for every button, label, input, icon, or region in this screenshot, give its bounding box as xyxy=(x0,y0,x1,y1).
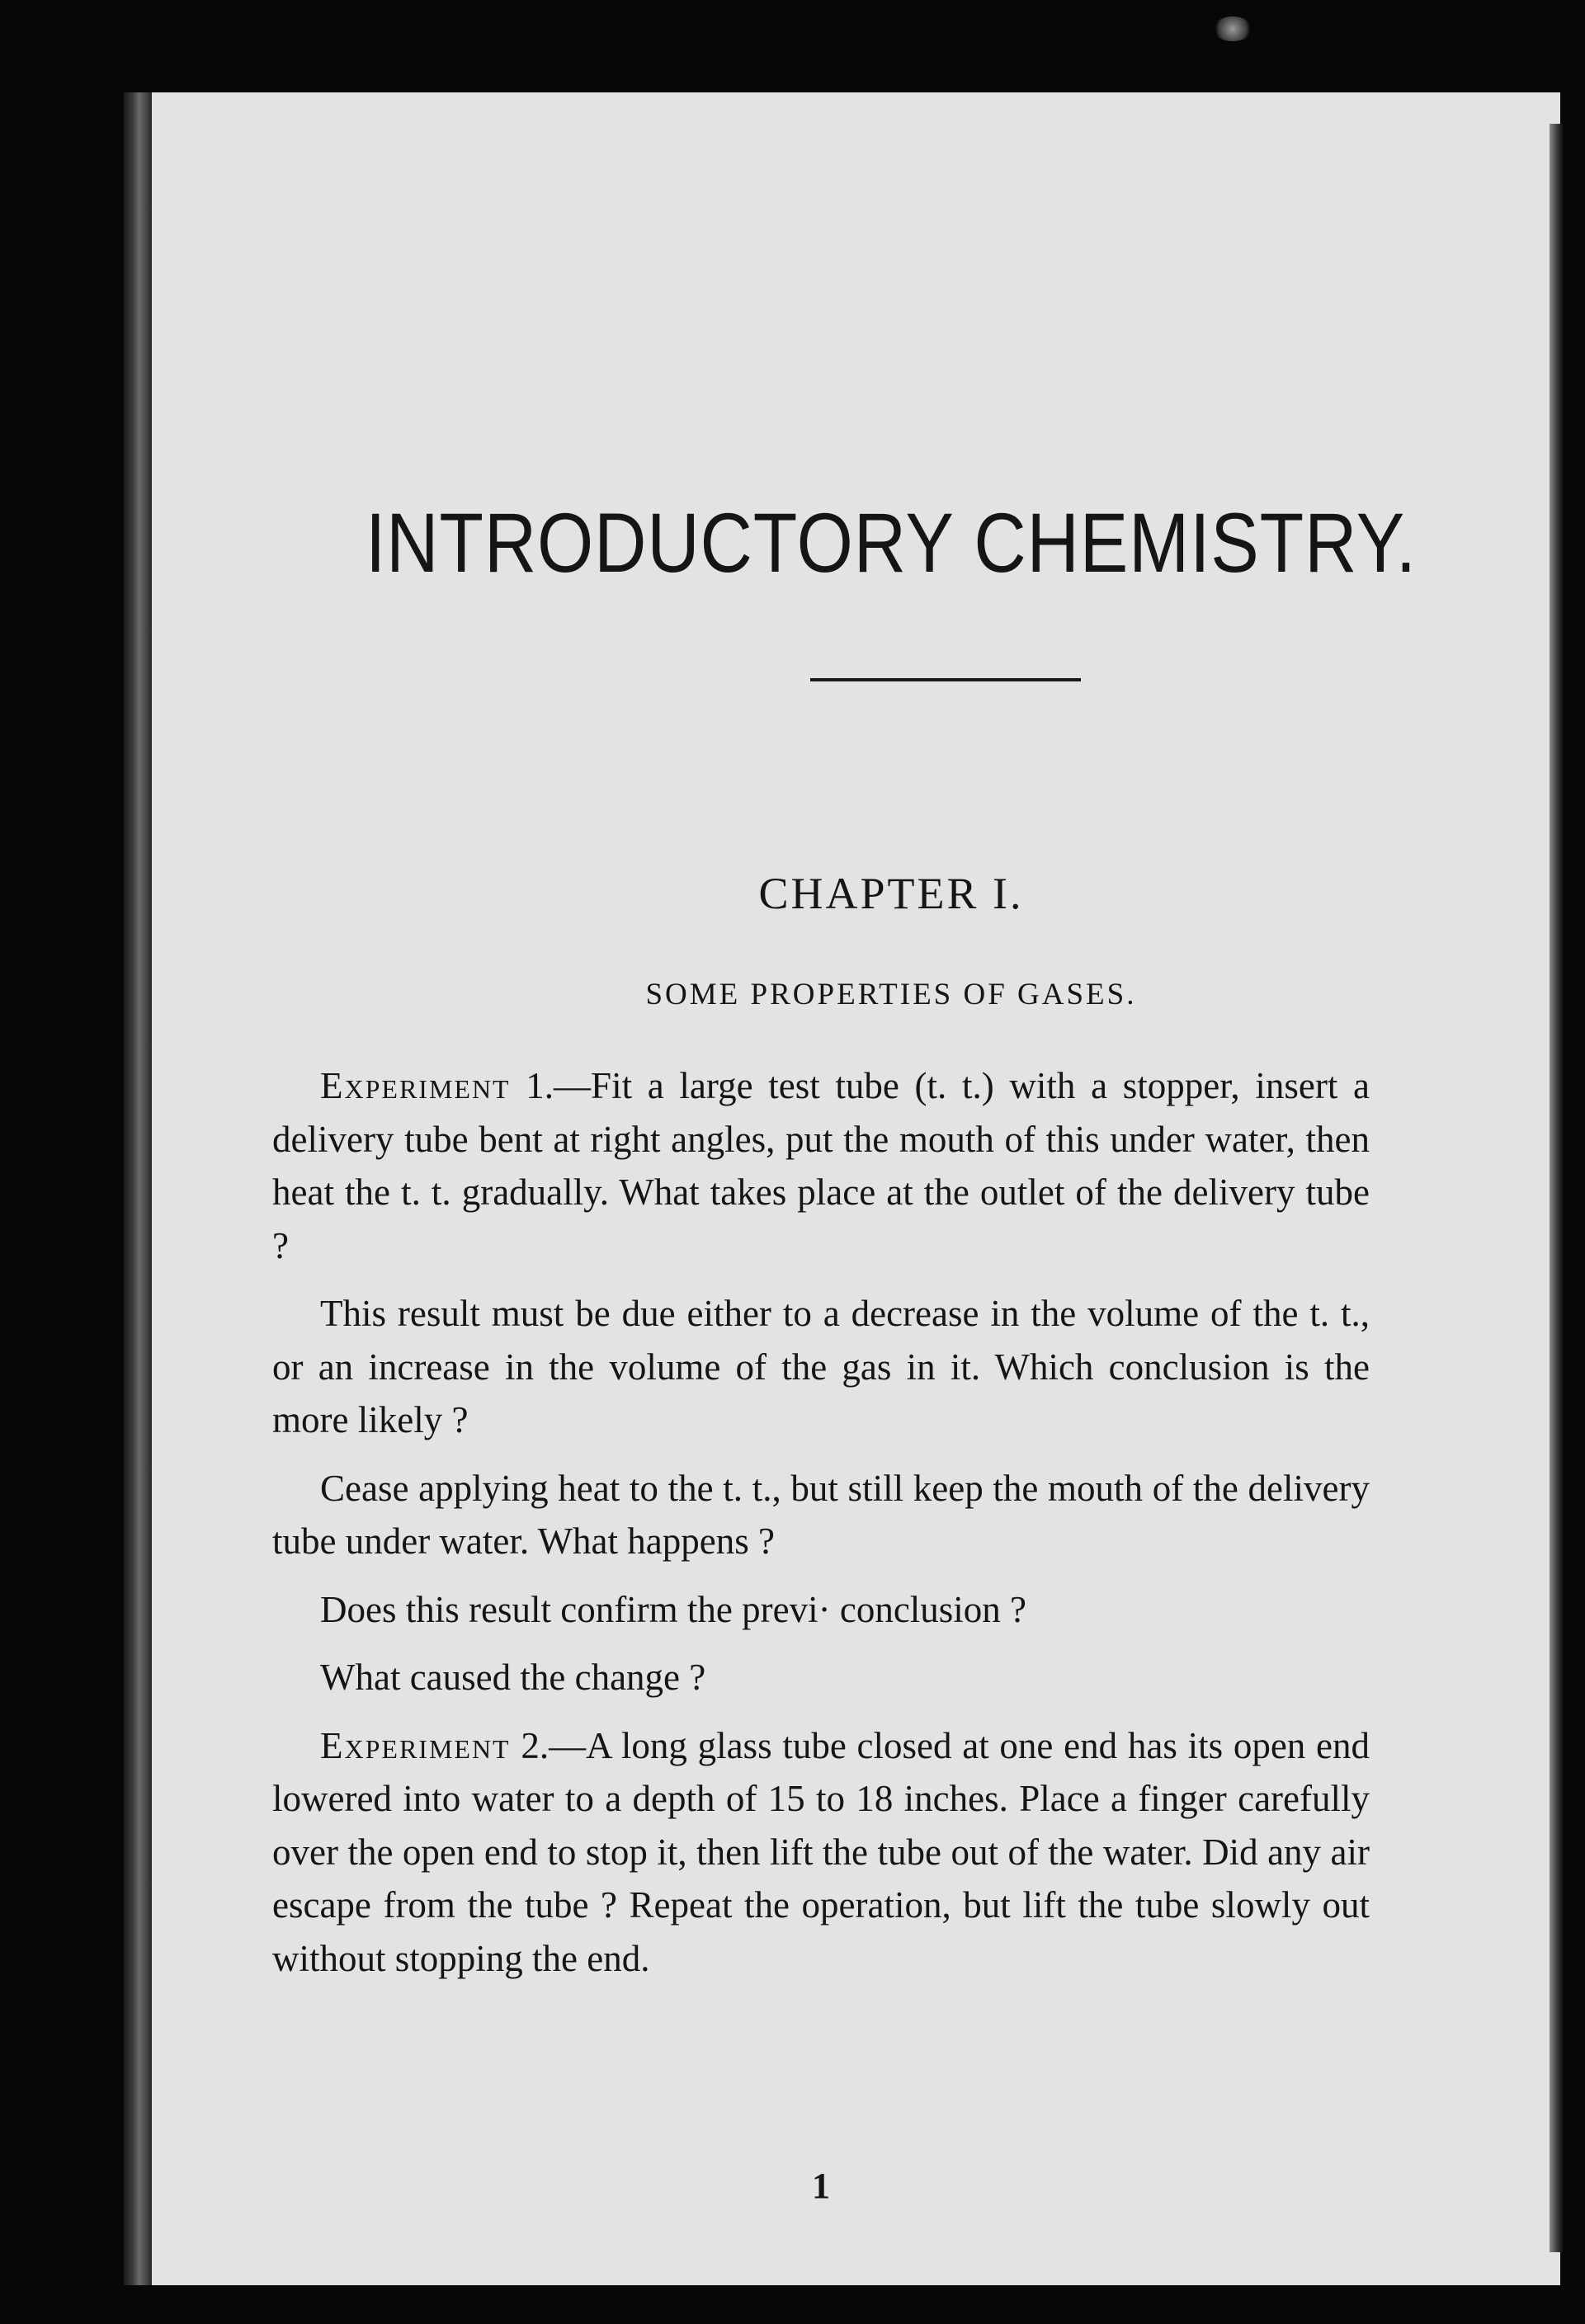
paragraph: What caused the change ? xyxy=(320,1657,706,1698)
page-number: 1 xyxy=(812,2166,830,2206)
page-edge xyxy=(1550,124,1563,2252)
book-page xyxy=(139,92,1560,2285)
experiment-label: Experiment xyxy=(320,1724,511,1766)
paragraph-experiment-2 xyxy=(272,1719,1370,1986)
section-heading: SOME PROPERTIES OF GASES. xyxy=(645,978,1137,1011)
chapter-heading: CHAPTER I. xyxy=(758,869,1024,918)
book-title: INTRODUCTORY CHEMISTRY. xyxy=(365,496,1418,590)
scan-blemish xyxy=(1213,16,1252,41)
paragraph-text: 2.—A long glass tube closed at one end has its open end lowered into water to a depth of 15 to 18 inches. Place a finger carefully over the open end to stop it, then lift the tube out of the water. Did any air escape from the tube ? Repeat the operation, but lift the tube slowly out without stopping the end. xyxy=(272,1724,1370,1979)
paragraph: This result must be due either to a decrease in the volume of the t. t., or an increase in the volume of the gas in it. Which conclusion is the more likely ? xyxy=(272,1293,1370,1440)
experiment-label: Experiment xyxy=(320,1065,511,1106)
title-rule xyxy=(810,678,1081,681)
paragraph: Does this result confirm the previ· conclusion ? xyxy=(320,1588,1027,1630)
body-text xyxy=(272,1059,1370,2000)
paragraph-text: 1.—Fit a large test tube (t. t.) with a stopper, insert a delivery tube bent at right angles, put the mouth of this under water, then heat the t. t. gradually. What takes place at the outlet of the delivery tube ? xyxy=(272,1065,1370,1266)
binding-edge xyxy=(124,92,152,2285)
paragraph-experiment-1 xyxy=(272,1059,1370,1272)
paragraph: Cease applying heat to the t. t., but still keep the mouth of the delivery tube under water. What happens ? xyxy=(272,1467,1370,1562)
